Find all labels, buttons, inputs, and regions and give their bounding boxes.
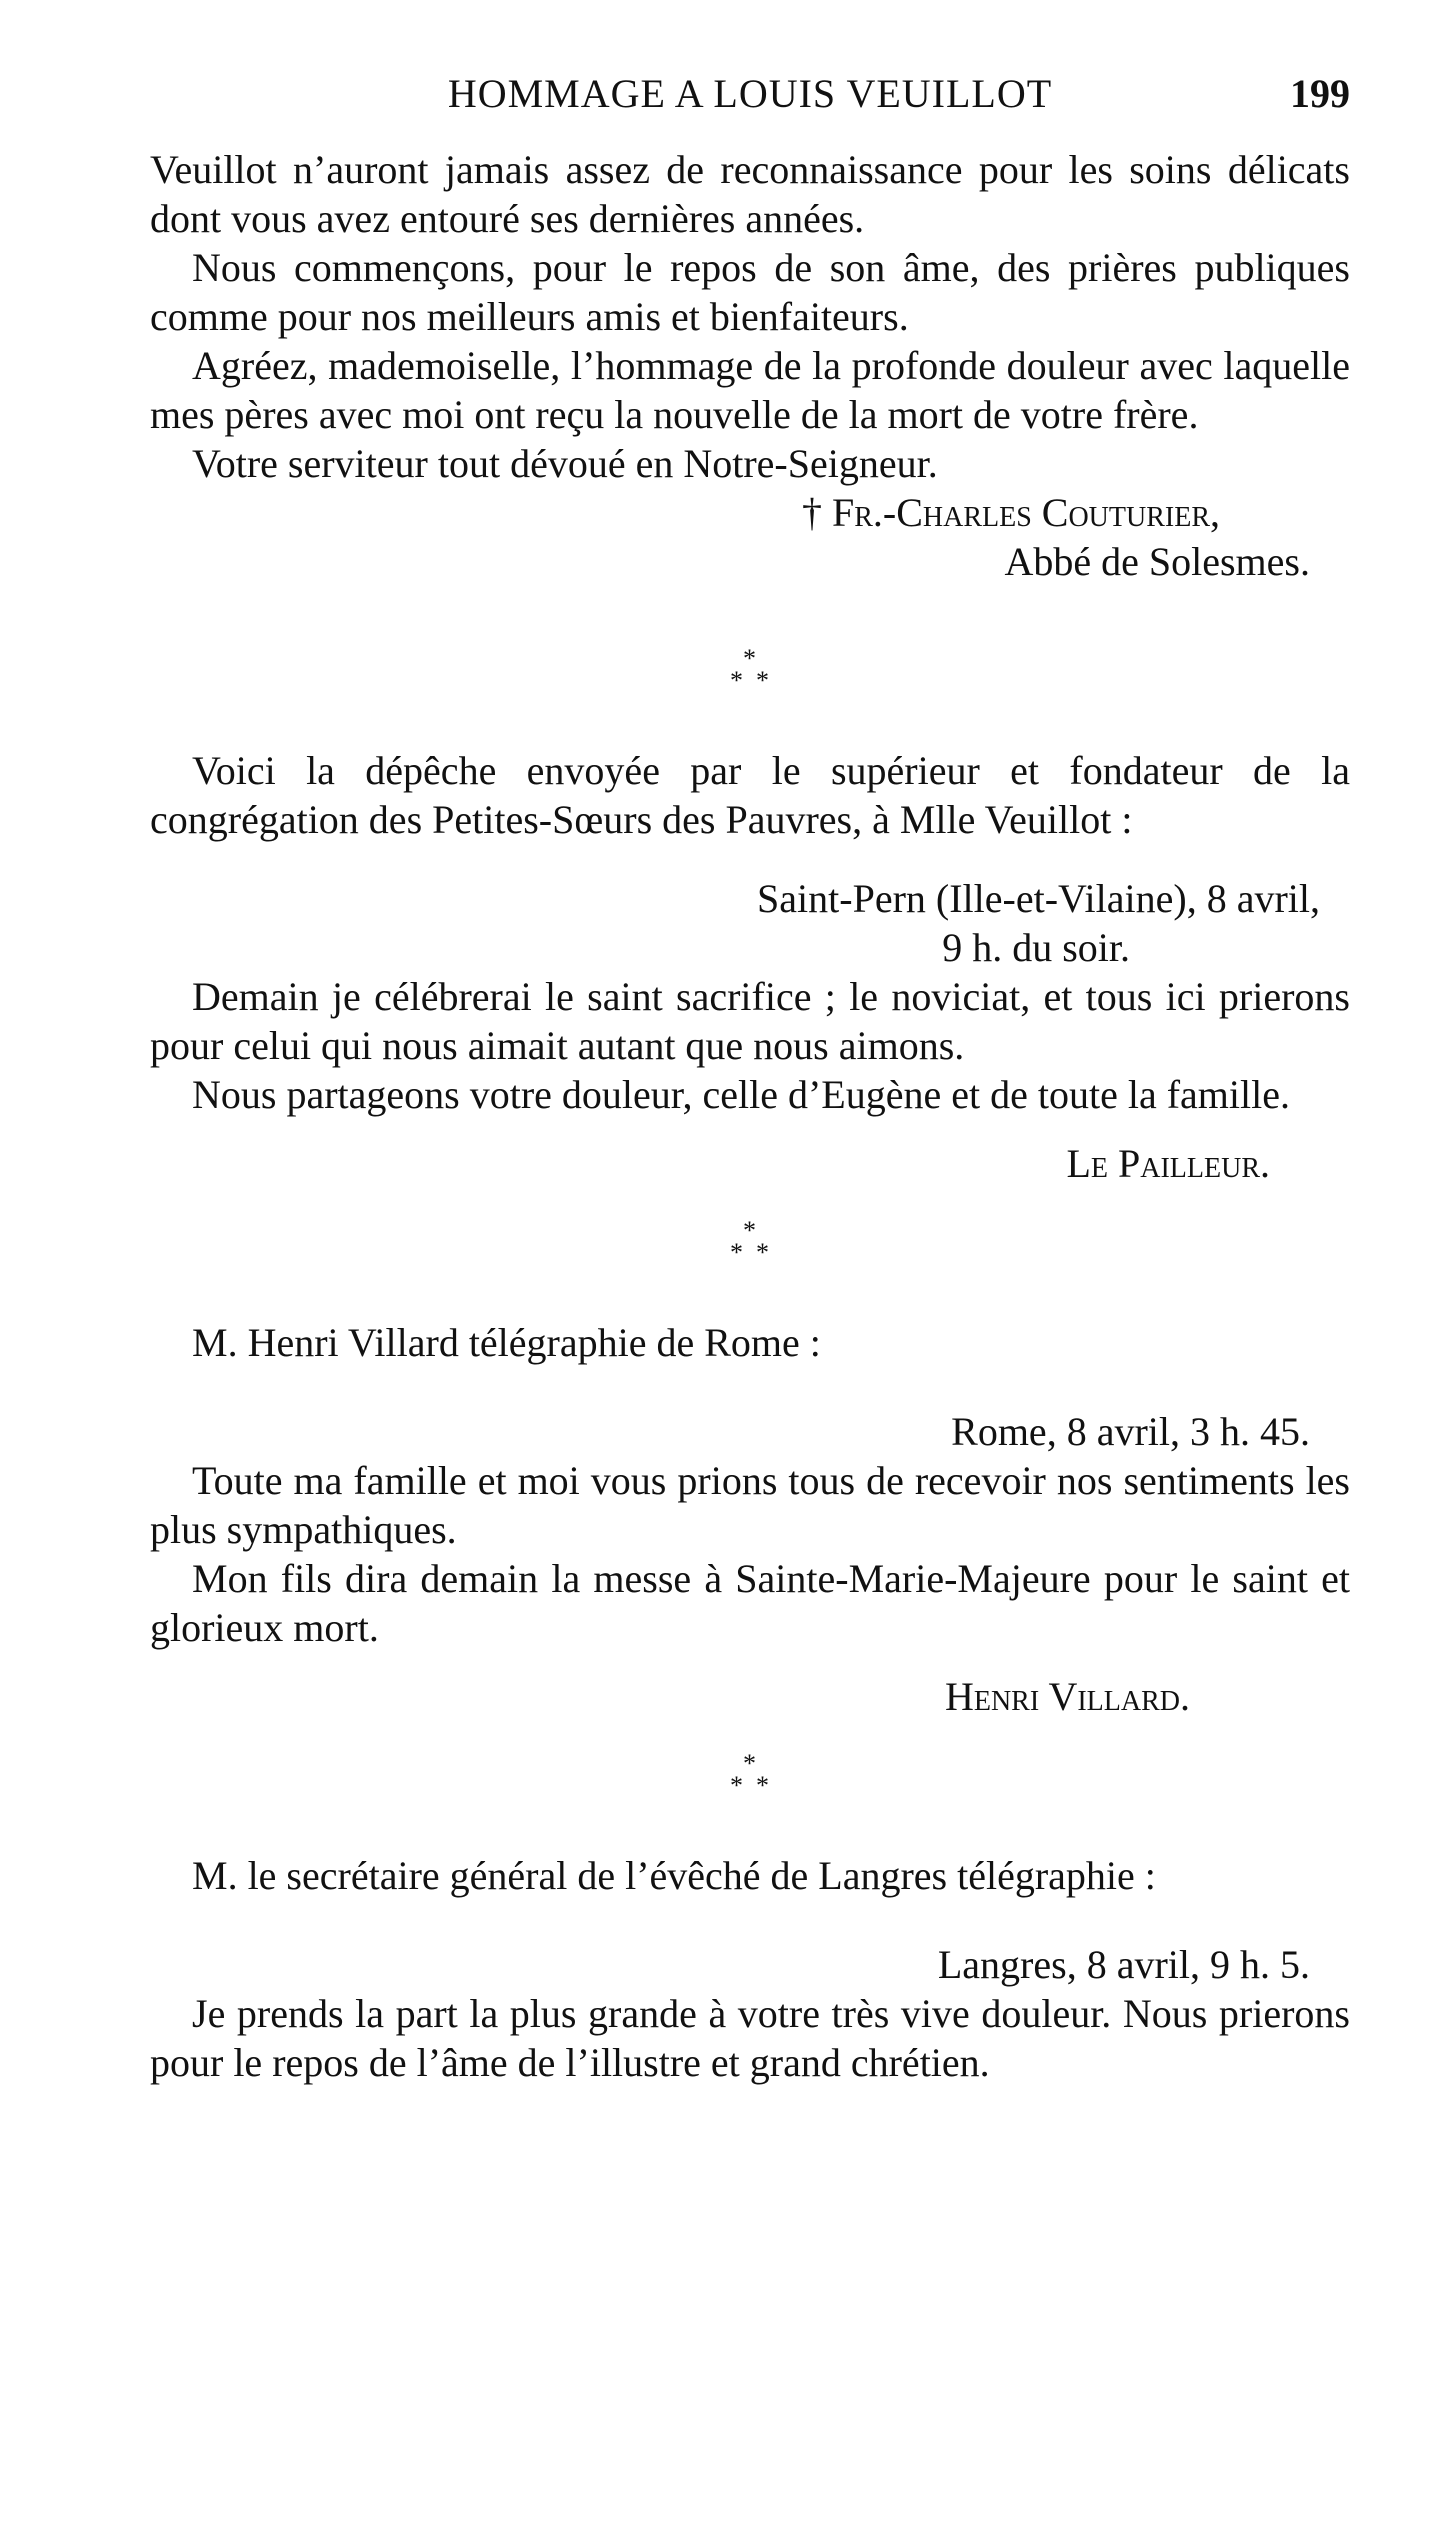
dateline-rome: Rome, 8 avril, 3 h. 45. [951, 1409, 1310, 1454]
asterism-2 [150, 1218, 1350, 1288]
dateline-langres: Langres, 8 avril, 9 h. 5. [937, 1942, 1310, 1987]
running-head: HOMMAGE A LOUIS VEUILLOT [447, 71, 1053, 116]
signature-abbe: Abbé de Solesmes. [1004, 539, 1310, 584]
paragraph-11: M. le secrétaire général de l’évêché de Langres télégraphie : [192, 1853, 1156, 1898]
dateline-saint-pern: Saint-Pern (Ille-et-Vilaine), 8 avril, [757, 876, 1320, 921]
page-header [150, 60, 1350, 140]
asterisk-glyph: * [743, 1216, 756, 1245]
paragraph-2: Nous commençons, pour le repos de son âme, des prières publiques comme pour nos meilleurs amis et bienfaiteurs. [150, 245, 1350, 339]
paragraph-5: Voici la dépêche envoyée par le supérieur et fondateur de la congrégation des Petites-Sœurs des Pauvres, à Mlle Veuillot : [150, 748, 1350, 842]
paragraph-1: Veuillot n’auront jamais assez de reconnaissance pour les soins délicats dont vous avez entouré ses dernières années. [150, 147, 1350, 241]
signature-couturier: † Fr.-Charles Couturier, [801, 490, 1220, 535]
asterisk-glyph: * [730, 1771, 743, 1800]
signature-villard: Henri Villard. [944, 1674, 1190, 1719]
asterisk-glyph: * [743, 644, 756, 673]
dateline-saint-pern-time: 9 h. du soir. [942, 925, 1130, 970]
paragraph-7: Nous partageons votre douleur, celle d’Eugène et de toute la famille. [192, 1072, 1290, 1117]
asterisk-glyph: * [756, 1771, 769, 1800]
paragraph-12: Je prends la part la plus grande à votre très vive douleur. Nous prierons pour le repos de l’âme de l’illustre et grand chrétien. [150, 1991, 1350, 2085]
signature-pailleur: Le Pailleur. [1066, 1141, 1270, 1186]
asterisk-glyph: * [756, 666, 769, 695]
paragraph-8: M. Henri Villard télégraphie de Rome : [192, 1320, 821, 1365]
asterisk-glyph: * [730, 1238, 743, 1267]
asterisk-glyph: * [756, 1238, 769, 1267]
paragraph-3: Agréez, mademoiselle, l’hommage de la profonde douleur avec laquelle mes pères avec moi ont reçu la nouvelle de la mort de votre frère. [150, 343, 1350, 437]
paragraph-10: Mon fils dira demain la messe à Sainte-Marie-Majeure pour le saint et glorieux mort. [150, 1556, 1350, 1650]
body-text [150, 145, 1350, 2087]
paragraph-9: Toute ma famille et moi vous prions tous de recevoir nos sentiments les plus sympathiques. [150, 1458, 1350, 1552]
asterism-1 [150, 646, 1350, 716]
asterisk-glyph: * [743, 1749, 756, 1778]
page-number: 199 [1290, 71, 1350, 116]
paragraph-4: Votre serviteur tout dévoué en Notre-Seigneur. [192, 441, 938, 486]
paragraph-6: Demain je célébrerai le saint sacrifice ; le noviciat, et tous ici prierons pour celui qui nous aimait autant que nous aimons. [150, 974, 1350, 1068]
asterisk-glyph: * [730, 666, 743, 695]
asterism-3 [150, 1751, 1350, 1821]
